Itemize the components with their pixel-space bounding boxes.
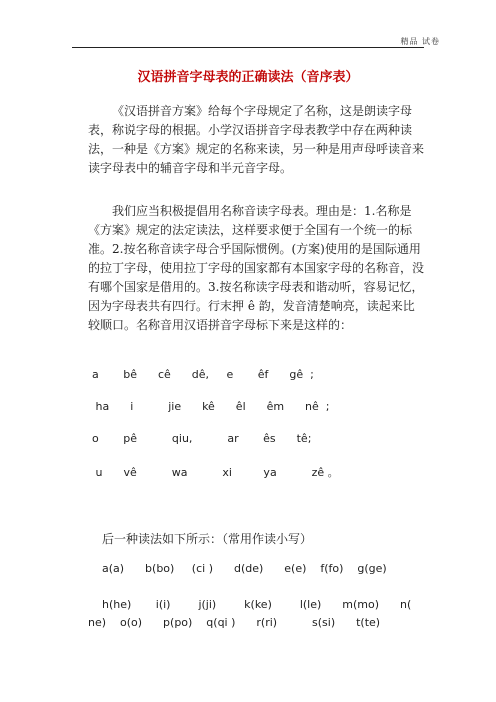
letter-name-row: u vê wa xi ya zê 。: [92, 466, 339, 479]
letter-name-row: o pê qiu, ar ês tê;: [92, 432, 312, 445]
header-tag: 精品 试卷: [400, 37, 440, 46]
header-divider: [72, 47, 424, 48]
alt-reading-line: a(a) b(bo) (ci ) d(de) e(e) f(fo) g(ge): [102, 562, 387, 575]
alt-reading-line: h(he) i(i) j(ji) k(ke) l(le) m(mo) n( ne) o(o) p(po) q(qi ) r(ri) s(si) t(te): [88, 598, 415, 629]
paragraph-reasons: 我们应当积极提倡用名称音读字母表。理由是：1.名称是《方案》规定的法定读法，这样要求便于全国有一个统一的标准。2.按名称音读字母合乎国际惯例。(方案)使用的是国际通用的拉丁字母，使用拉丁字母的国家都有本国家字母的名称音，没有哪个国家是借用的。3.按名称读字母表和谐动听，容易记忆，因为字母表共有四行。行末押 ê 韵，发音清楚响亮，读起来比较顺口。名称音用汉语拼音字母标下来是这样的：: [88, 204, 425, 332]
paragraph-intro: 《汉语拼音方案》给每个字母规定了名称，这是朗读字母表，称说字母的根据。小学汉语拼音字母表教学中存在两种读法，一种是《方案》规定的名称来读，另一种是用声母呼读音来读字母表中的辅音字母和半元音字母。: [88, 104, 425, 175]
document-title: 汉语拼音字母表的正确读法（音序表）: [137, 70, 359, 85]
paragraph-alt-reading: 后一种读法如下所示：（常用作读小写）: [102, 532, 313, 546]
letter-name-row: ha i jie kê êl êm nê ;: [92, 400, 330, 413]
letter-name-row: a bê cê dê, e êf gê ;: [92, 368, 314, 381]
